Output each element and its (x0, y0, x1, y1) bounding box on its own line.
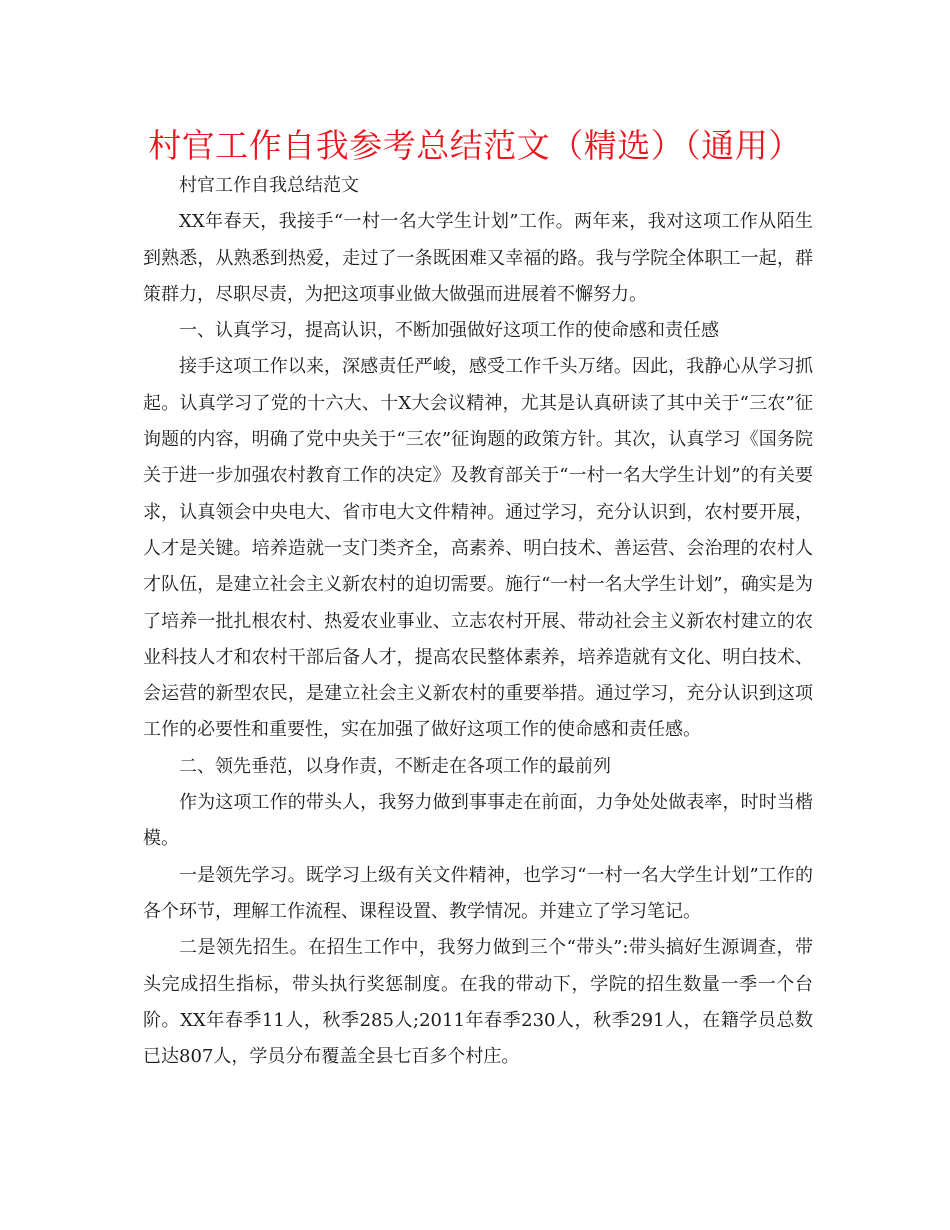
section-1-paragraph: 接手这项工作以来，深感责任严峻，感受工作千头万绪。因此，我静心从学习抓起。认真学习了党的十六大、十X大会议精神，尤其是认真研读了其中关于“三农”征询题的内容，明确了党中央关于“三农”征询题的政策方针。其次，认真学习《国务院关于进一步加强农村教育工作的决定》及教育部关于“一村一名大学生计划”的有关要求，认真领会中央电大、省市电大文件精神。通过学习，充分认识到，农村要开展，人才是关键。培养造就一支门类齐全，高素养、明白技术、善运营、会治理的农村人才队伍，是建立社会主义新农村的迫切需要。施行“一村一名大学生计划”，确实是为了培养一批扎根农村、热爱农业事业、立志农村开展、带动社会主义新农村建立的农业科技人才和农村干部后备人才，提高农民整体素养，培养造就有文化、明白技术、会运营的新型农民，是建立社会主义新农村的重要举措。通过学习，充分认识到这项工作的必要性和重要性，实在加强了做好这项工作的使命感和责任感。 (143, 356, 813, 741)
document-title: 村官工作自我参考总结范文（精选）（通用） (148, 126, 802, 165)
point-1-paragraph: 一是领先学习。既学习上级有关文件精神，也学习“一村一名大学生计划”工作的各个环节，理解工作流程、课程设置、教学情况。并建立了学习笔记。 (143, 864, 813, 922)
intro-paragraph: XX年春天，我接手“一村一名大学生计划”工作。两年来，我对这项工作从陌生到熟悉，从熟悉到热爱，走过了一条既困难又幸福的路。我与学院全体职工一起，群策群力，尽职尽责，为把这项事业做大做强而进展着不懈努力。 (143, 211, 813, 305)
section-2-paragraph: 作为这项工作的带头人，我努力做到事事走在前面，力争处处做表率，时时当楷模。 (143, 792, 813, 850)
subtitle-paragraph: 村官工作自我总结范文 (179, 175, 359, 196)
section-heading-2: 二、领先垂范，以身作责，不断走在各项工作的最前列 (179, 755, 611, 777)
section-heading-1: 一、认真学习，提高认识，不断加强做好这项工作的使命感和责任感 (179, 320, 719, 342)
point-2-paragraph: 二是领先招生。在招生工作中，我努力做到三个“带头”:带头搞好生源调查，带头完成招生指标，带头执行奖惩制度。在我的带动下，学院的招生数量一季一个台阶。XX年春季11人，秋季285人;2011年春季230人，秋季291人，在籍学员总数已达807人，学员分布覆盖全县七百多个村庄。 (143, 937, 813, 1068)
document-body (143, 168, 813, 1075)
